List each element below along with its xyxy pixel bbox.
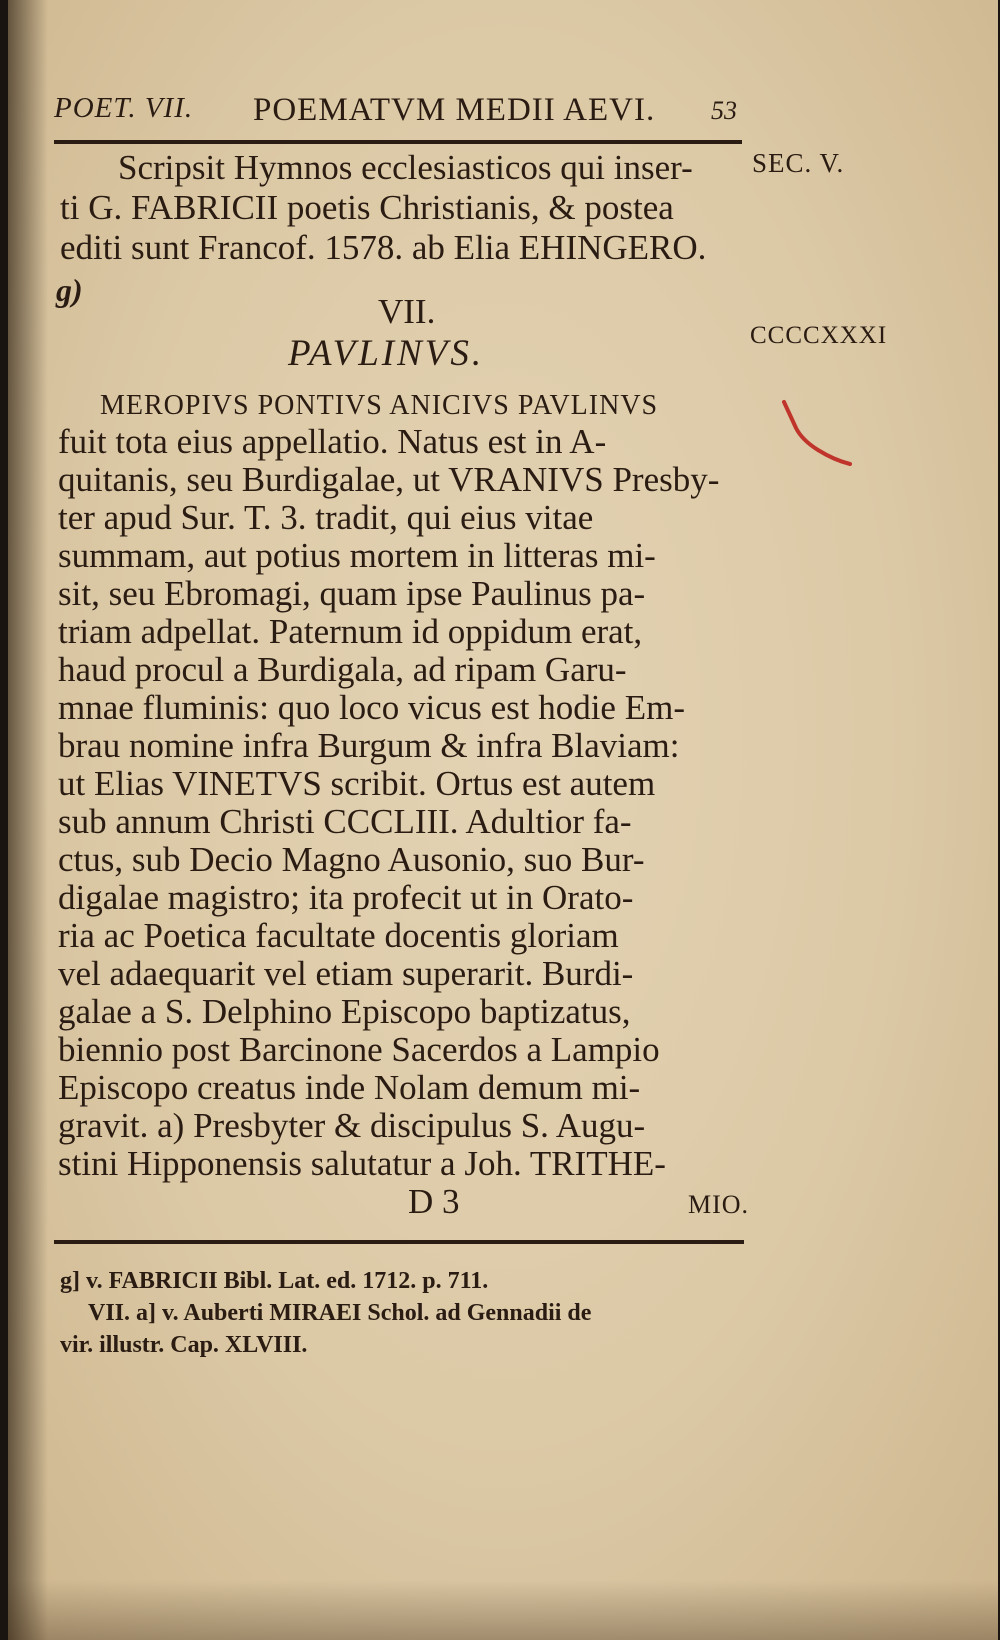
body-line: haud procul a Burdigala, ad ripam Garu-	[58, 650, 627, 689]
body-line: ut Elias VINETVS scribit. Ortus est autem	[58, 764, 656, 803]
body-line: summam, aut potius mortem in litteras mi-	[58, 536, 656, 575]
body-line: MEROPIVS PONTIVS ANICIVS PAVLINVS	[100, 390, 659, 421]
footnote: vir. illustr. Cap. XLVIII.	[60, 1332, 308, 1358]
section-number: VII.	[378, 292, 436, 331]
intro-line: Scripsit Hymnos ecclesiasticos qui inser-	[118, 148, 693, 187]
header-rule	[54, 140, 742, 144]
body-line: stini Hipponensis salutatur a Joh. TRITHE-	[58, 1144, 666, 1183]
body-line: gravit. a) Presbyter & discipulus S. Augu-	[58, 1106, 646, 1145]
body-line: brau nomine infra Burgum & infra Blaviam:	[58, 726, 680, 765]
margin-year: CCCCXXXI	[750, 322, 888, 349]
body-line: sit, seu Ebromagi, quam ipse Paulinus pa-	[58, 574, 646, 613]
body-line: fuit tota eius appellatio. Natus est in A-	[58, 422, 607, 461]
body-line: ctus, sub Decio Magno Ausonio, suo Bur-	[58, 840, 645, 879]
signature-mark: D 3	[408, 1182, 460, 1221]
footnote-rule	[54, 1240, 744, 1244]
body-line: ter apud Sur. T. 3. tradit, qui eius vitae	[58, 498, 594, 537]
book-page	[8, 0, 998, 1640]
note-mark: g)	[56, 272, 83, 308]
footnote: g] v. FABRICII Bibl. Lat. ed. 1712. p. 711.	[60, 1268, 489, 1294]
page-number: 53	[711, 96, 737, 125]
body-line: quitanis, seu Burdigalae, ut VRANIVS Presby-	[58, 460, 720, 499]
catchword: MIO.	[688, 1190, 750, 1219]
body-line: biennio post Barcinone Sacerdos a Lampio	[58, 1030, 660, 1069]
body-line: galae a S. Delphino Episcopo baptizatus,	[58, 992, 631, 1031]
body-line: ria ac Poetica facultate docentis gloriam	[58, 916, 619, 955]
body-line: sub annum Christi CCCLIII. Adultior fa-	[58, 802, 632, 841]
running-head-title: POEMATVM MEDII AEVI.	[253, 92, 656, 128]
body-line: vel adaequarit vel etiam superarit. Burdi-	[58, 954, 634, 993]
footnote: VII. a] v. Auberti MIRAEI Schol. ad Gennadii de	[88, 1300, 592, 1326]
intro-line: ti G. FABRICII poetis Christianis, & postea	[60, 188, 674, 227]
body-line: digalae magistro; ita profecit ut in Orato-	[58, 878, 634, 917]
running-head-left: POET. VII.	[54, 92, 194, 124]
margin-section: SEC. V.	[752, 148, 845, 178]
body-line: triam adpellat. Paternum id oppidum erat,	[58, 612, 643, 651]
page-edge-shadow	[8, 1580, 998, 1640]
body-line: Episcopo creatus inde Nolam demum mi-	[58, 1068, 641, 1107]
body-line: mnae fluminis: quo loco vicus est hodie Em-	[58, 688, 685, 727]
section-title: PAVLINVS.	[288, 333, 485, 374]
intro-line: editi sunt Francof. 1578. ab Elia EHINGERO.	[60, 228, 707, 267]
red-pencil-mark	[778, 398, 858, 478]
spine-shadow	[8, 0, 48, 1640]
